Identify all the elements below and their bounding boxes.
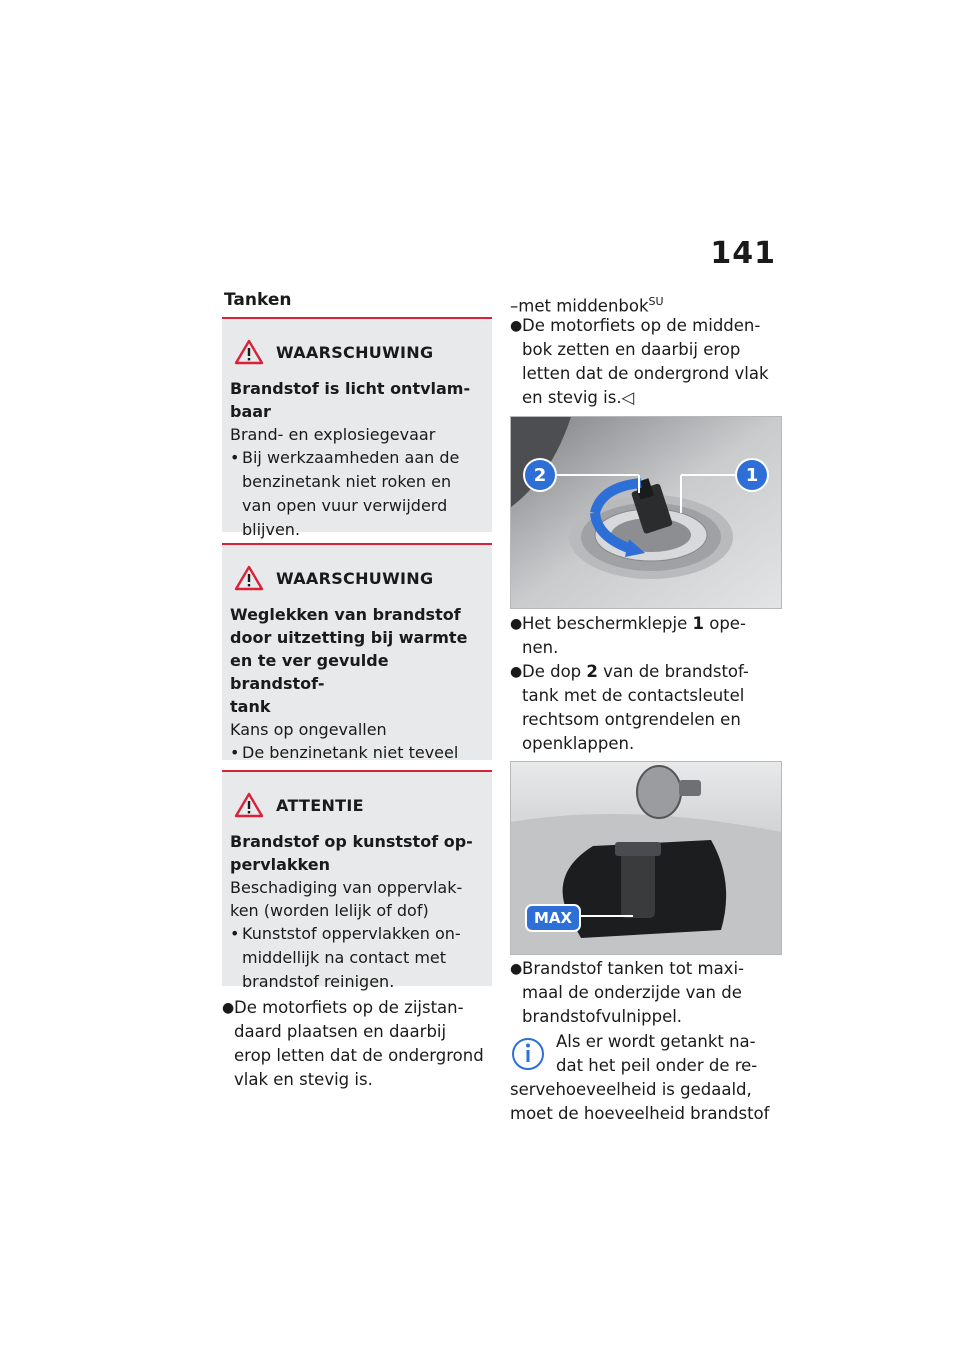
section-title: Tanken [224,290,292,310]
step-line: De motorfiets op de midden- [522,316,761,335]
warning-label: WAARSCHUWING [276,568,434,588]
warning-label: ATTENTIE [276,795,364,815]
step-line: daard plaatsen en daarbij [234,1022,447,1041]
warning-consequence [230,876,480,922]
step-line: tank met de contactsleutel [522,686,745,705]
warning-consequence: Brand- en explosiegevaar [230,425,436,444]
step-line: erop letten dat de ondergrond [234,1046,484,1065]
instruction-line: van open vuur verwijderd [242,496,448,515]
note-line: dat het peil onder de re- [556,1056,758,1075]
step-text: De dop [522,662,587,681]
warning-title-line: pervlakken [230,855,330,874]
option-label: met middenbok [518,296,649,316]
note-line: moet de hoeveelheid brandstof [510,1104,770,1123]
step-line: vlak en stevig is. [234,1070,373,1089]
instruction-line: De benzinetank niet teveel [242,743,459,762]
step-line: brandstofvulnippel. [522,1007,683,1026]
info-icon [510,1034,546,1074]
instruction-line: blijven. [242,520,301,539]
warning-label: WAARSCHUWING [276,342,434,362]
instruction-line: brandstof reinigen. [242,972,395,991]
bullet-icon: ● [510,616,523,632]
warning-instruction [230,446,480,542]
step-side-stand [222,996,494,1092]
fuel-cap-illustration [511,417,781,608]
warning-title [230,830,480,876]
step-text: Het beschermklepje [522,614,693,633]
warning-instruction [230,922,480,994]
warning-triangle-icon [234,792,264,818]
instruction-line: Kunststof oppervlakken on- [242,924,461,943]
bullet-icon: • [230,743,240,762]
bullet-icon: • [230,924,240,943]
warning-box-leak [222,543,492,760]
step-line: rechtsom ontgrendelen en [522,710,741,729]
instruction-line: benzinetank niet roken en [242,472,452,491]
warning-triangle-icon [234,565,264,591]
reference-number: 2 [586,662,598,681]
warning-title-line: tank [230,697,271,716]
consequence-line: ken (worden lelijk of dof) [230,901,429,920]
step-line: bok zetten en daarbij erop [522,340,741,359]
step-text: ope- [703,614,746,633]
callout-2: 2 [525,460,555,490]
callout-1: 1 [737,460,767,490]
warning-triangle-icon [234,339,264,365]
warning-box-fire [222,317,492,539]
step-text: van de brandstof- [597,662,749,681]
bullet-icon: ● [510,318,523,334]
warning-title-line: door uitzetting bij warmte [230,628,468,647]
step-line: openklappen. [522,734,635,753]
warning-header [234,790,480,820]
attention-box-plastic [222,770,492,991]
note-line: servehoeveelheid is gedaald, [510,1080,752,1099]
step-center-stand [510,314,782,410]
bullet-icon: ● [510,961,523,977]
warning-consequence: Kans op ongevallen [230,720,387,739]
warning-title-line: en te ver gevulde brandstof- [230,651,389,693]
step-fill-max [510,957,782,1029]
step-line: nen. [522,638,559,657]
figure-fuel-max [510,761,782,955]
note-line: Als er wordt getankt na- [556,1032,756,1051]
step-line: maal de onderzijde van de [522,983,742,1002]
warning-header [234,563,480,593]
warning-title [230,377,480,423]
warning-title-line: Brandstof op kunststof op- [230,832,473,851]
instruction-line: middellijk na contact met [242,948,447,967]
step-unlock-cap [510,660,782,756]
option-superscript: SU [648,295,664,308]
warning-header [234,337,480,367]
reference-number: 1 [692,614,704,633]
step-line: letten dat de ondergrond vlak [522,364,769,383]
step-line: De motorfiets op de zijstan- [234,998,464,1017]
instruction-line: Bij werkzaamheden aan de [242,448,460,467]
bullet-icon: ● [222,1000,235,1016]
warning-title-line: Weglekken van brandstof [230,605,461,624]
warning-title [230,603,480,718]
step-line: en stevig is.◁ [522,388,635,407]
dash: – [510,296,519,316]
page-number: 141 [710,236,776,271]
consequence-line: Beschadiging van oppervlak- [230,878,463,897]
warning-title-line: baar [230,402,271,421]
step-open-flap [510,612,782,660]
bullet-icon: • [230,448,240,467]
figure-fuel-cap [510,416,782,609]
warning-title-line: Brandstof is licht ontvlam- [230,379,471,398]
max-level-badge: MAX [527,906,579,930]
step-line: Brandstof tanken tot maxi- [522,959,744,978]
bullet-icon: ● [510,664,523,680]
